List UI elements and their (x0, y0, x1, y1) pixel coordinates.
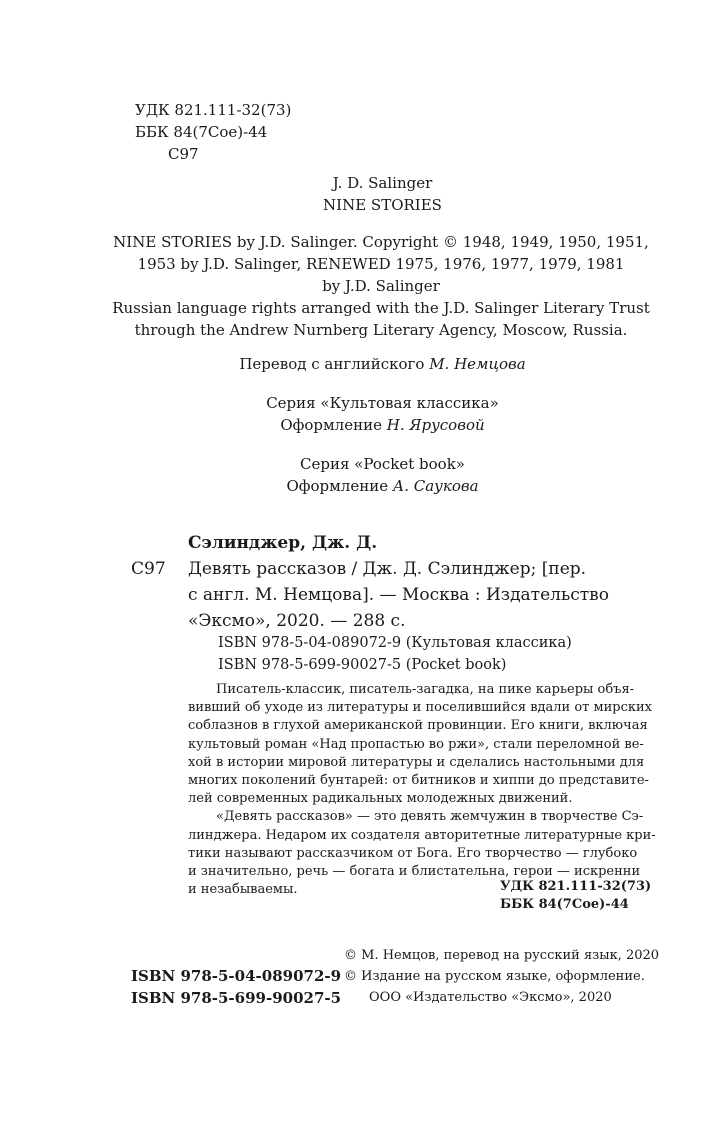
series-2-design (0, 475, 709, 497)
rights-line: 1953 by J.D. Salinger, RENEWED 1975, 1976, 1977, 1979, 1981 (137, 255, 625, 273)
design-label: Оформление (286, 477, 389, 495)
annotation-line: соблазнов в глухой американской провинции. Его книги, включая (188, 718, 648, 734)
catalog-udk-bold: УДК 821.111-32(73) (500, 879, 652, 894)
rights-line: Russian language rights arranged with the J.D. Salinger Literary Trust (112, 299, 650, 317)
entry-line: Девять рассказов / Дж. Д. Сэлинджер; [пер. (188, 559, 587, 579)
original-title: NINE STORIES (323, 196, 442, 214)
rights-line: by J.D. Salinger (322, 277, 440, 295)
rights-notice (100, 231, 662, 341)
isbn-line: ISBN 978-5-699-90027-5 (Pocket book) (218, 657, 507, 673)
translation-label: Перевод с английского (239, 355, 425, 373)
copyright-line: ООО «Издательство «Эксмо», 2020 (369, 990, 612, 1005)
annotation-line: Писатель-классик, писатель-загадка, на пике карьеры объя- (216, 682, 635, 697)
catalog-mark: С97 (131, 559, 166, 579)
designer-name: Н. Ярусовой (386, 416, 485, 434)
footer-isbn-1: ISBN 978-5-04-089072-9 (131, 967, 342, 985)
annotation-line: тики называют рассказчиком от Бога. Его творчество — глубоко (188, 845, 638, 861)
designer-name: А. Саукова (392, 477, 479, 495)
catalog-bbk-bold: ББК 84(7Сое)-44 (500, 897, 629, 912)
bbk-code: ББК 84(7Сое)-44 (135, 123, 268, 141)
isbn-line: ISBN 978-5-04-089072-9 (Культовая классика) (218, 635, 572, 651)
annotation-line: «Девять рассказов» — это девять жемчужин в творчестве Сэ- (216, 809, 644, 825)
copyright-line: © М. Немцов, перевод на русский язык, 2020 (344, 948, 660, 963)
rights-line: NINE STORIES by J.D. Salinger. Copyright © 1948, 1949, 1950, 1951, (113, 233, 649, 251)
original-author: J. D. Salinger (332, 174, 433, 192)
udk-code: УДК 821.111-32(73) (135, 101, 292, 119)
translator-name: М. Немцова (429, 355, 526, 373)
annotation-line: культовый роман «Над пропастью во ржи», стали переломной ве- (188, 736, 644, 752)
rights-line: through the Andrew Nurnberg Literary Agency, Moscow, Russia. (134, 321, 628, 339)
author-mark: С97 (168, 145, 199, 163)
entry-line: «Эксмо», 2020. — 288 с. (188, 611, 406, 631)
annotation-line: и незабываемы. (188, 882, 298, 898)
entry-line: с англ. М. Немцова]. — Москва : Издательство (188, 585, 609, 605)
design-label: Оформление (280, 416, 382, 434)
translation-credit (0, 353, 709, 375)
annotation-line: линджера. Недаром их создателя авторитетные литературные кри- (188, 827, 656, 843)
series-1-name: Серия «Культовая классика» (266, 394, 499, 412)
series-2-name: Серия «Pocket book» (300, 455, 465, 473)
catalog-heading: Сэлинджер, Дж. Д. (188, 533, 378, 553)
footer-copyright (344, 945, 659, 1008)
annotation-line: и значительно, речь — богата и блистательна, герои — искренни (188, 864, 641, 880)
annotation-line: хой в истории мировой литературы и сделались настольными для (188, 754, 645, 770)
annotation-line: лей современных радикальных молодежных движений. (188, 791, 573, 807)
copyright-line: © Издание на русском языке, оформление. (344, 969, 645, 984)
annotation-line: многих поколений бунтарей: от битников и хиппи до представите- (188, 773, 649, 789)
catalog-isbns (218, 632, 572, 676)
annotation (188, 681, 656, 899)
catalog-entry (188, 556, 609, 634)
annotation-line: вивший об уходе из литературы и поселившийся вдали от мирских (188, 700, 652, 716)
series-1-design (0, 414, 709, 436)
footer-isbn-2: ISBN 978-5-699-90027-5 (131, 989, 342, 1007)
